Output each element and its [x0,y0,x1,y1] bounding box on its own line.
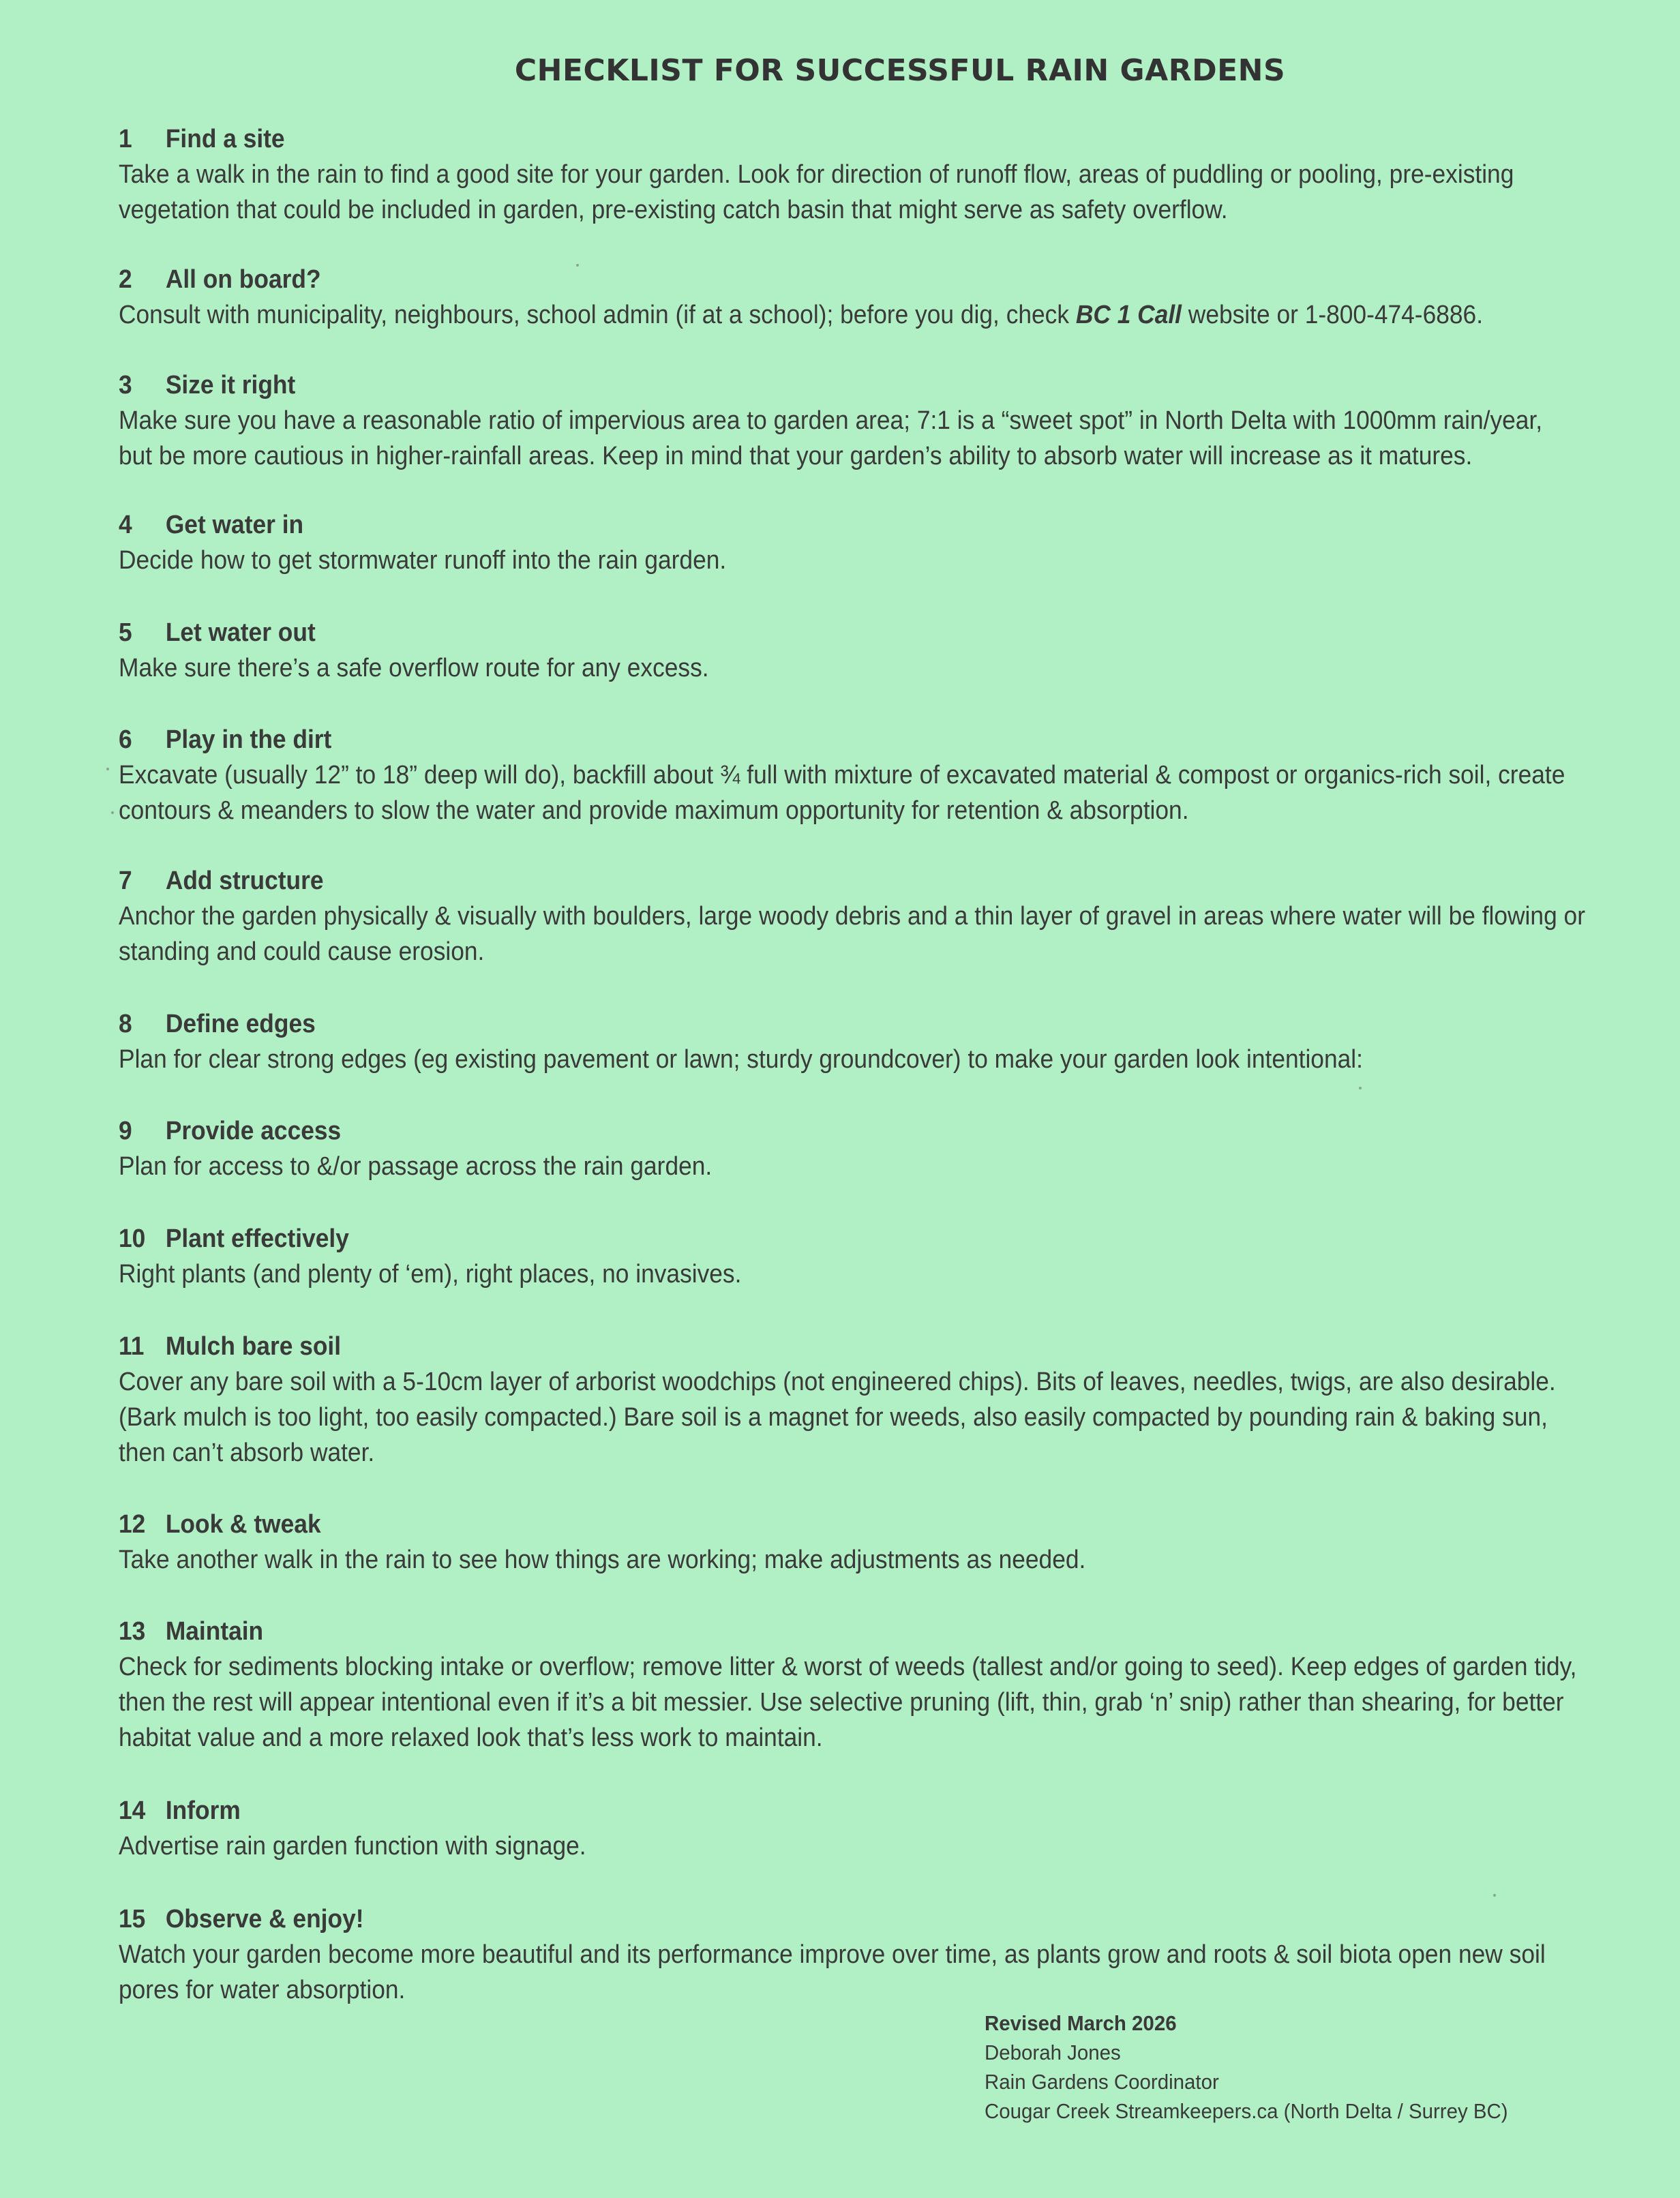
text-run: Consult with municipality, neighbours, school admin (if at a school); before you dig, check [119,301,1076,329]
item-heading [119,1507,1564,1542]
text-line: pores for water absorption. [119,1976,406,2004]
page-title: CHECKLIST FOR SUCCESSFUL RAIN GARDENS [514,53,1286,88]
text-line: then can’t absorb water. [119,1439,375,1467]
checklist-item-15 [119,1901,1673,2008]
scan-speck [1493,1894,1496,1897]
item-description [119,1256,1672,1292]
item-title: All on board? [165,265,321,294]
text-line: Advertise rain garden function with signage. [119,1832,586,1861]
item-title: Maintain [165,1617,264,1646]
text-line: Take another walk in the rain to see how things are working; make adjustments as needed. [119,1546,1086,1574]
text-line: but be more cautious in higher-rainfall areas. Keep in mind that your garden’s ability to absorb water will increase as it matures. [119,442,1473,470]
item-number: 7 [119,867,132,895]
author-role: Rain Gardens Coordinator [985,2070,1219,2094]
checklist-item-6 [119,722,1673,828]
item-heading [119,1221,1564,1256]
checklist-item-2 [119,262,1673,333]
checklist-item-12 [119,1507,1673,1578]
item-number: 13 [119,1617,146,1646]
item-heading [119,1006,1564,1042]
item-title: Provide access [165,1117,342,1145]
item-description [119,1937,1672,2008]
item-number: 2 [119,265,132,294]
scan-speck [111,811,114,814]
item-number: 5 [119,618,132,647]
checklist-item-7 [119,863,1673,969]
checklist-item-9 [119,1113,1673,1184]
item-title: Get water in [165,511,304,539]
item-number: 3 [119,371,132,400]
text-line: Plan for clear strong edges (eg existing pavement or lawn; sturdy groundcover) to make your garden look intentional: [119,1045,1363,1074]
item-number: 14 [119,1796,146,1825]
checklist-item-1 [119,121,1673,228]
item-description [119,297,1672,333]
item-heading [119,863,1564,899]
item-description [119,1042,1672,1077]
item-title: Size it right [165,371,296,400]
item-title: Look & tweak [165,1510,321,1539]
item-number: 11 [119,1332,145,1361]
author-name: Deborah Jones [985,2041,1121,2064]
item-description [119,543,1672,578]
item-number: 1 [119,125,132,153]
text-line [119,297,1672,333]
item-heading [119,1113,1564,1149]
text-line: Excavate (usually 12” to 18” deep will do), backfill about ¾ full with mixture of excavated material & compost or organics-rich soil, create [119,761,1565,789]
item-description [119,1542,1672,1578]
item-title: Play in the dirt [165,725,332,754]
item-heading [119,367,1564,403]
text-line: vegetation that could be included in garden, pre-existing catch basin that might serve as safety overflow. [119,196,1228,224]
bc-1-call-emphasis: BC 1 Call [1075,301,1182,329]
checklist-item-14 [119,1793,1673,1864]
checklist-item-4 [119,507,1673,578]
text-line: Right plants (and plenty of ‘em), right places, no invasives. [119,1260,742,1289]
signature-block [985,2008,1508,2126]
checklist-item-3 [119,367,1673,474]
text-line: Anchor the garden physically & visually with boulders, large woody debris and a thin layer of gravel in areas where water will be flowing or [119,902,1585,931]
text-run: website or 1-800-474-6886. [1181,301,1484,329]
item-number: 8 [119,1010,132,1038]
item-number: 15 [119,1905,146,1933]
text-line: habitat value and a more relaxed look that’s less work to maintain. [119,1723,823,1752]
item-title: Plant effectively [165,1224,349,1253]
scan-speck [576,264,579,267]
item-heading [119,615,1564,650]
text-line: (Bark mulch is too light, too easily compacted.) Bare soil is a magnet for weeds, also easily compacted by pounding rain & baking sun, [119,1403,1548,1432]
item-description [119,1649,1672,1756]
item-title: Mulch bare soil [165,1332,342,1361]
item-title: Find a site [165,125,285,153]
text-line: Take a walk in the rain to find a good site for your garden. Look for direction of runoff flow, areas of puddling or pooling, pre-existing [119,160,1514,189]
item-heading [119,262,1564,297]
item-heading [119,1614,1564,1649]
item-title: Let water out [165,618,316,647]
text-line: contours & meanders to slow the water and provide maximum opportunity for retention & absorption. [119,796,1189,825]
item-heading [119,121,1564,157]
item-title: Add structure [165,867,324,895]
text-line: Cover any bare soil with a 5-10cm layer of arborist woodchips (not engineered chips). Bits of leaves, needles, twigs, are also desirable. [119,1368,1556,1396]
item-heading [119,1793,1564,1828]
text-line: standing and could cause erosion. [119,937,485,966]
revised-date: Revised March 2026 [985,2011,1177,2035]
text-line: Decide how to get stormwater runoff into the rain garden. [119,546,727,575]
item-description [119,403,1672,474]
checklist-item-8 [119,1006,1673,1077]
item-description [119,1364,1672,1471]
checklist-item-5 [119,615,1673,686]
item-title: Observe & enjoy! [165,1905,364,1933]
item-number: 6 [119,725,132,754]
scan-speck [1359,1087,1362,1089]
checklist-item-11 [119,1329,1673,1471]
item-heading [119,1901,1564,1937]
text-line: Make sure there’s a safe overflow route for any excess. [119,654,709,682]
item-description [119,757,1672,828]
item-heading [119,722,1564,757]
item-heading [119,507,1564,543]
item-number: 10 [119,1224,146,1253]
item-description [119,1828,1672,1864]
item-description [119,157,1672,228]
item-number: 9 [119,1117,132,1145]
checklist-item-10 [119,1221,1673,1292]
item-description [119,899,1672,969]
item-description [119,1149,1672,1184]
scan-speck [106,768,109,770]
item-description [119,650,1672,686]
item-title: Define edges [165,1010,316,1038]
item-number: 4 [119,511,132,539]
text-line: then the rest will appear intentional even if it’s a bit messier. Use selective pruning (lift, thin, grab ‘n’ snip) rather than shearing, for better [119,1688,1564,1717]
text-line: Make sure you have a reasonable ratio of impervious area to garden area; 7:1 is a “sweet spot” in North Delta with 1000mm rain/year, [119,406,1543,435]
checklist-item-13 [119,1614,1673,1756]
item-title: Inform [165,1796,241,1825]
item-number: 12 [119,1510,146,1539]
text-line: Plan for access to &/or passage across the rain garden. [119,1152,712,1181]
text-line: Watch your garden become more beautiful and its performance improve over time, as plants grow and roots & soil biota open new soil [119,1940,1546,1969]
text-line: Check for sediments blocking intake or overflow; remove litter & worst of weeds (tallest and/or going to seed). Keep edges of garden tidy, [119,1653,1577,1681]
item-heading [119,1329,1564,1364]
organization: Cougar Creek Streamkeepers.ca (North Delta / Surrey BC) [985,2099,1508,2123]
